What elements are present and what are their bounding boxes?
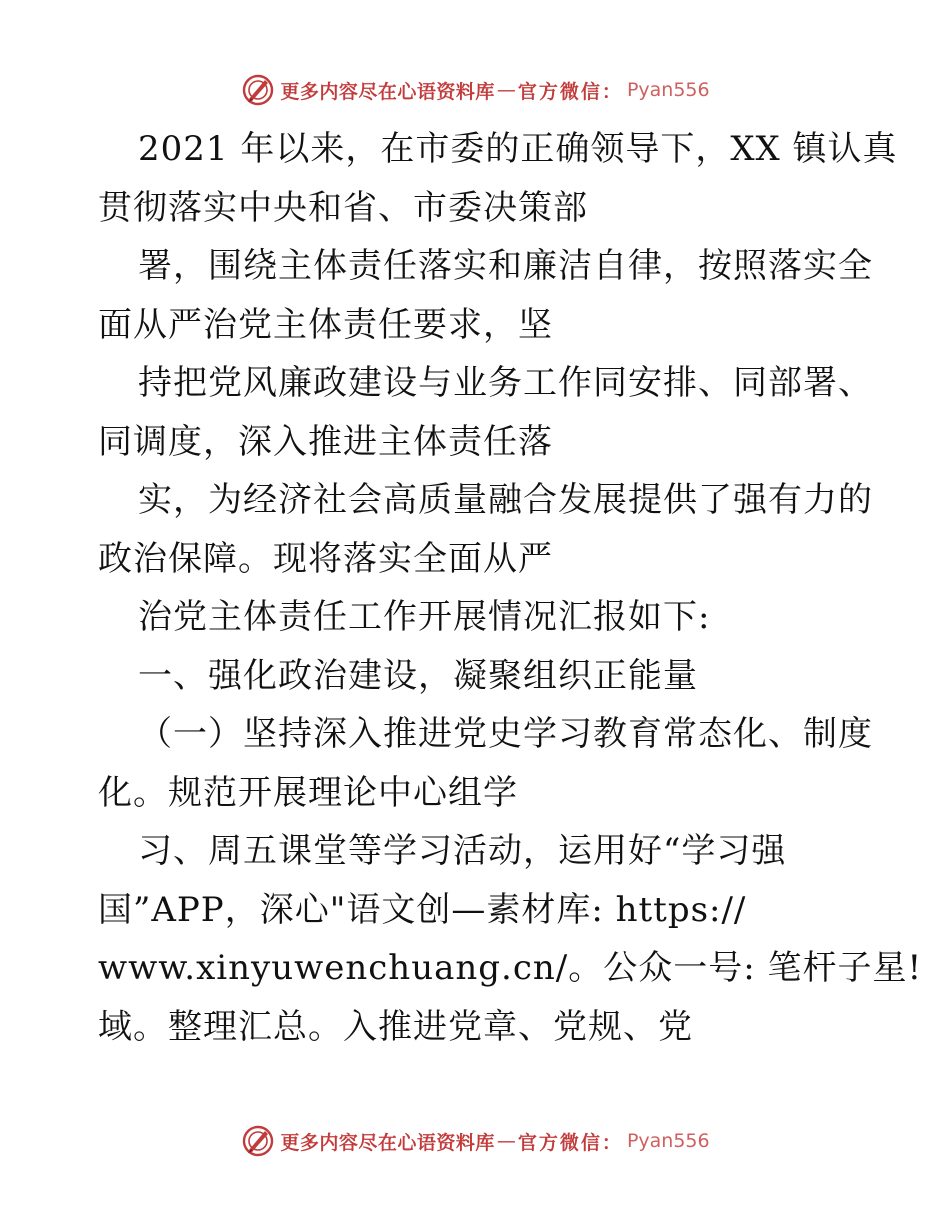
watermark-main-text: 更多内容尽在心语资料库	[280, 80, 495, 103]
body-line: 面从严治党主体责任要求，坚	[98, 304, 553, 345]
body-line: 治党主体责任工作开展情况汇报如下:	[138, 597, 711, 637]
header-watermark	[0, 70, 950, 110]
body-line: 政治保障。现将落实全面从严	[98, 538, 553, 579]
body-line: 域。整理汇总。入推进党章、党规、党	[98, 1006, 693, 1047]
watermark-wechat-id: Pyan556	[626, 79, 710, 101]
quill-pen-logo-icon	[240, 1123, 276, 1159]
body-line: 实，为经济社会高质量融合发展提供了强有力的	[138, 480, 873, 520]
body-line: 署，围绕主体责任落实和廉洁自律，按照落实全	[138, 246, 873, 286]
body-line: 贯彻落实中央和省、市委决策部	[98, 187, 588, 228]
subsection-heading: （一）坚持深入推进党史学习教育常态化、制度	[138, 714, 873, 754]
watermark-separator: —	[496, 79, 516, 101]
watermark-official-label: 官方微信：	[517, 80, 623, 103]
watermark-main-text: 更多内容尽在心语资料库	[280, 1131, 495, 1154]
body-line: www.xinyuwenchuang.cn/。公众一号: 笔杆子星!	[98, 948, 923, 988]
body-line: 持把党风廉政建设与业务工作同安排、同部署、	[138, 363, 873, 403]
body-line: 同调度，深入推进主体责任落	[98, 421, 553, 462]
body-line: 化。规范开展理论中心组学	[98, 772, 518, 813]
footer-watermark	[0, 1121, 950, 1161]
body-line: 国”APP，深心"语文创—素材库: https://	[98, 889, 747, 930]
watermark-wechat-id: Pyan556	[626, 1130, 710, 1152]
body-line: 习、周五课堂等学习活动，运用好“学习强	[138, 831, 787, 871]
watermark-separator: —	[496, 1130, 516, 1152]
quill-pen-logo-icon	[240, 72, 276, 108]
document-body	[98, 120, 923, 1056]
watermark-official-label: 官方微信：	[517, 1131, 623, 1154]
body-line: 2021 年以来，在市委的正确领导下，XX 镇认真	[138, 129, 898, 169]
section-heading: 一、强化政治建设，凝聚组织正能量	[138, 655, 698, 696]
